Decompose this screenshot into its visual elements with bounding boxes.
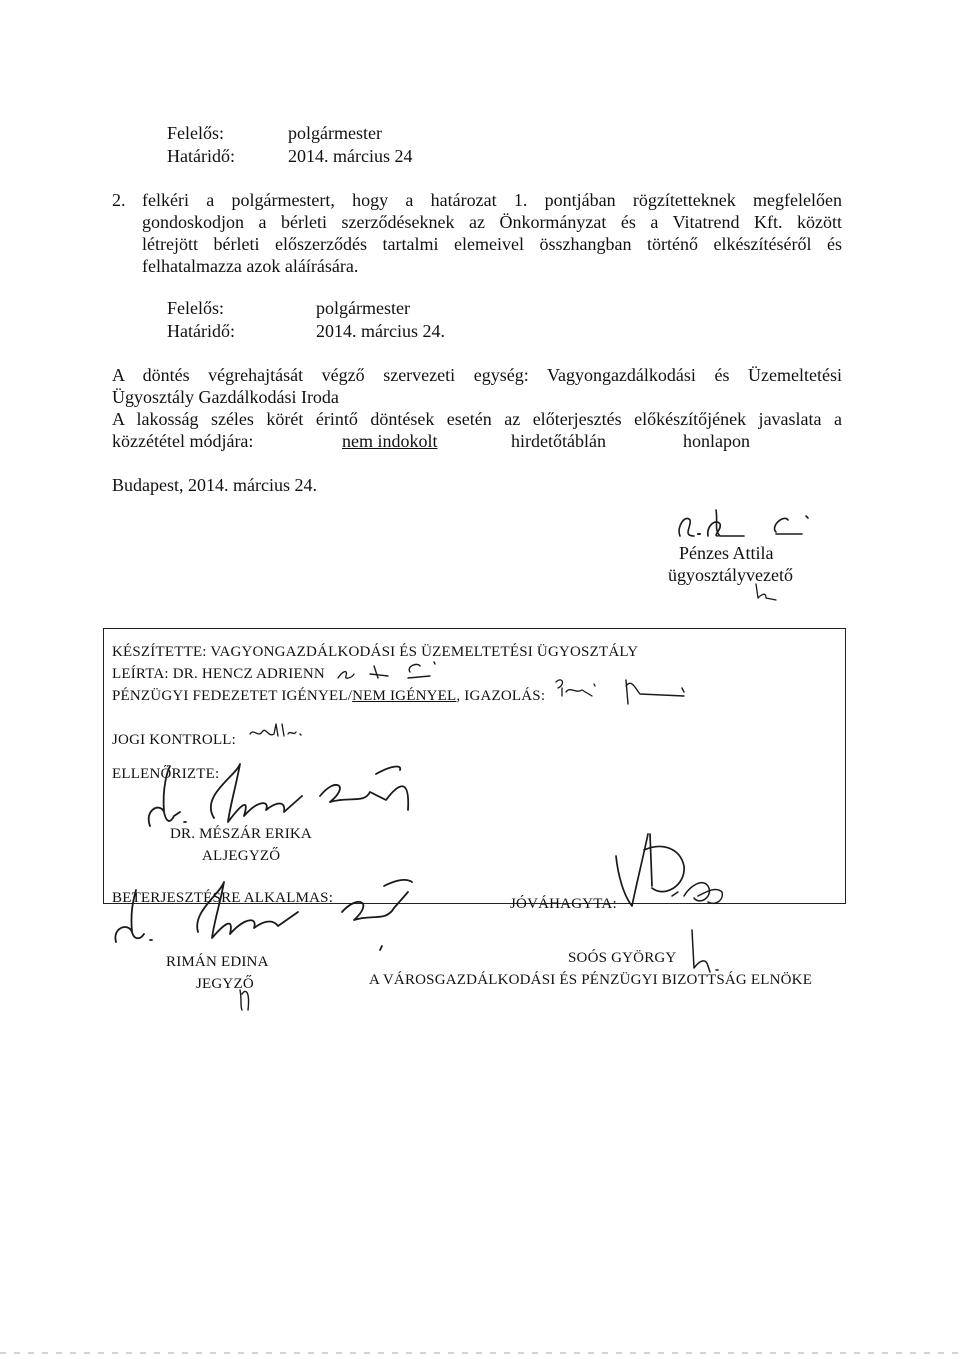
publication-label: közzététel módjára:	[112, 431, 254, 451]
publication-option-notice-board: hirdetőtáblán	[511, 431, 606, 451]
item-number: 2.	[112, 190, 126, 210]
publication-option-selected: nem indokolt	[342, 431, 438, 451]
item2-line3: létrejött bérleti előszerződés tartalmi elemeivel összhangban történő elkészítéséről és	[142, 234, 842, 254]
signer-title: ügyosztályvezető	[668, 565, 793, 585]
legal-control: JOGI KONTROLL:	[112, 732, 237, 748]
execution-line2: Ügyosztály Gazdálkodási Iroda	[112, 387, 339, 407]
execution-line1: A döntés végrehajtását végző szervezeti egység: Vagyongazdálkodási és Üzemeltetési	[112, 365, 842, 385]
approved-by: JÓVÁHAGYTA:	[510, 896, 617, 912]
hatarido-value-2: 2014. március 24.	[316, 321, 445, 341]
felelos-value-2: polgármester	[316, 298, 410, 318]
prepared-by: KÉSZÍTETTE: VAGYONGAZDÁLKODÁSI ÉS ÜZEMELTETÉSI ÜGYOSZTÁLY	[112, 644, 639, 660]
financial-suffix: , IGAZOLÁS:	[456, 688, 546, 704]
financial-line	[112, 688, 545, 705]
riman-title: JEGYZŐ	[196, 976, 254, 992]
hatarido-value: 2014. március 24	[288, 146, 413, 166]
meszar-name: DR. MÉSZÁR ERIKA	[170, 826, 312, 842]
soos-title: A VÁROSGAZDÁLKODÁSI ÉS PÉNZÜGYI BIZOTTSÁG ELNÖKE	[369, 972, 813, 988]
ready-for-submission: BETERJESZTÉSRE ALKALMAS:	[112, 890, 334, 906]
checked-by: ELLENŐRIZTE:	[112, 766, 220, 782]
written-by: LEÍRTA: DR. HENCZ ADRIENN	[112, 666, 325, 682]
scan-edge	[0, 1352, 960, 1354]
felelos-value: polgármester	[288, 123, 382, 143]
financial-selected: NEM IGÉNYEL	[352, 688, 457, 704]
item2-line1: felkéri a polgármestert, hogy a határozat 1. pontjában rögzítetteknek megfelelően	[142, 190, 842, 210]
hatarido-label-2: Határidő:	[167, 321, 235, 341]
publication-option-website: honlapon	[683, 431, 750, 451]
item2-line2: gondoskodjon a bérleti szerződéseknek az Önkormányzat és a Vitatrend Kft. között	[142, 212, 842, 232]
signature-penzes	[672, 496, 812, 546]
financial-prefix: PÉNZÜGYI FEDEZETET IGÉNYEL/	[112, 688, 353, 704]
felelos-label-2: Felelős:	[167, 298, 224, 318]
riman-name: RIMÁN EDINA	[166, 954, 269, 970]
felelos-label: Felelős:	[167, 123, 224, 143]
meszar-title: ALJEGYZŐ	[202, 848, 281, 864]
execution-line3: A lakosság széles körét érintő döntések esetén az előterjesztés előkészítőjének javaslata a	[112, 409, 842, 429]
item2-line4: felhatalmazza azok aláírására.	[142, 256, 359, 276]
place-date: Budapest, 2014. március 24.	[112, 475, 317, 495]
soos-name: SOÓS GYÖRGY	[568, 950, 677, 966]
hatarido-label: Határidő:	[167, 146, 235, 166]
signer-name: Pénzes Attila	[679, 543, 774, 563]
